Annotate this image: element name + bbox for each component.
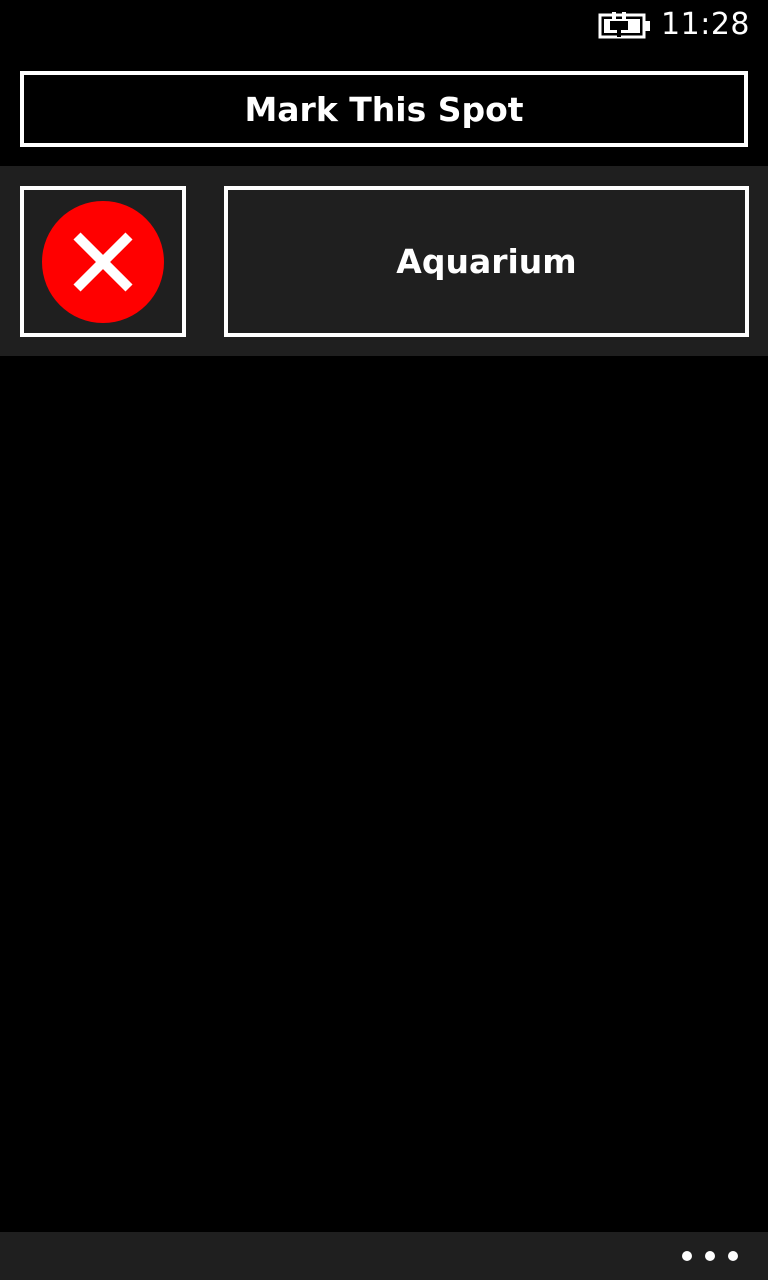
dot	[728, 1251, 738, 1261]
app-bar	[0, 1232, 768, 1280]
spot-name-button[interactable]: Aquarium	[224, 186, 749, 337]
dot	[705, 1251, 715, 1261]
list-item	[0, 166, 768, 356]
ellipsis-icon[interactable]	[682, 1242, 738, 1270]
mark-this-spot-button[interactable]: Mark This Spot	[20, 71, 748, 147]
battery-charging-icon	[598, 12, 652, 40]
dot	[682, 1251, 692, 1261]
delete-x-icon	[41, 200, 165, 324]
clock: 11:28	[661, 7, 750, 42]
status-bar	[0, 0, 768, 50]
delete-spot-button[interactable]	[20, 186, 186, 337]
